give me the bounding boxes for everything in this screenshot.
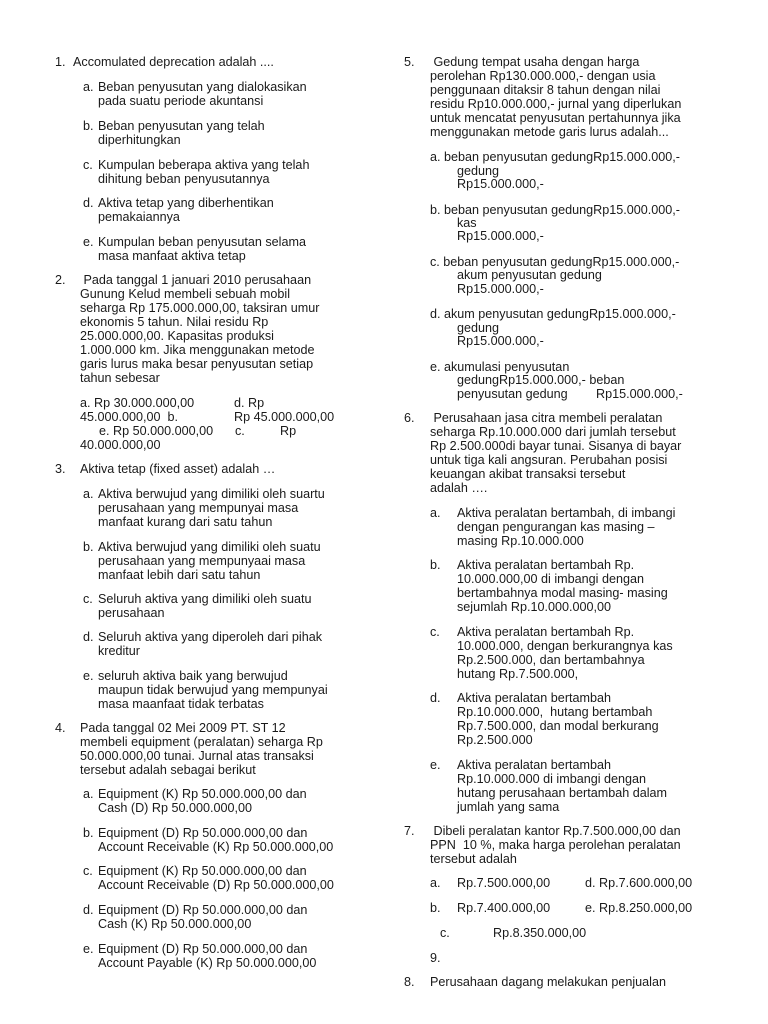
option-text: masing Rp.10.000.000 (457, 534, 584, 548)
option-letter: b. (430, 901, 441, 915)
question-stem: tersebut adalah sebagai berikut (80, 763, 256, 777)
question-stem: 50.000.000,00 tunai. Jurnal atas transaksi (80, 749, 314, 763)
option-text: Aktiva peralatan bertambah Rp. (457, 558, 635, 572)
question-stem: seharga Rp.10.000.000 dari jumlah tersebut (430, 425, 676, 439)
question-stem: tahun sebesar (80, 371, 160, 385)
question-stem: Perusahaan jasa citra membeli peralatan (430, 411, 663, 425)
option-text: 10.000.000, dengan berkurangnya kas (457, 639, 673, 653)
option-text: Rp.7.400.000,00 (457, 901, 551, 915)
option-text: gedungRp15.000.000,- beban (457, 373, 625, 387)
question-stem: garis lurus maka besar penyusutan setiap (80, 357, 314, 371)
option-letter: c. (83, 864, 93, 878)
option-text: dengan pengurangan kas masing – (457, 520, 655, 534)
option-letter: b. (83, 540, 94, 554)
option-letter: a. (430, 506, 441, 520)
question-stem: adalah …. (430, 481, 488, 495)
question-stem: seharga Rp 175.000.000,00, taksiran umur (80, 301, 320, 315)
question-stem: penggunaan ditaksir 8 tahun dengan nilai (430, 83, 661, 97)
question-stem: keuangan akibat transaksi tersebut (430, 467, 626, 481)
option-text: Rp.10.000.000, hutang bertambah (457, 705, 653, 719)
question-number: 8. (404, 975, 415, 989)
option-text: Account Receivable (D) Rp 50.000.000,00 (98, 878, 334, 892)
option-text: Cash (K) Rp 50.000.000,00 (98, 917, 252, 931)
question-number: 7. (404, 824, 415, 838)
option-text: Rp.10.000.000 di imbangi dengan (457, 772, 647, 786)
question-stem: Accomulated deprecation adalah .... (73, 55, 274, 69)
option-text: Rp15.000.000,- (596, 387, 683, 401)
option-letter: a. (430, 876, 441, 890)
option-text: Equipment (K) Rp 50.000.000,00 dan (98, 864, 307, 878)
option-text: masa manfaat aktiva tetap (98, 249, 246, 263)
option-text: Seluruh aktiva yang dimiliki oleh suatu (98, 592, 312, 606)
option-text: Kumpulan beberapa aktiva yang telah (98, 158, 310, 172)
option-text: e. Rp.8.250.000,00 (585, 901, 693, 915)
option-text: kreditur (98, 644, 140, 658)
option-text: jumlah yang sama (457, 800, 560, 814)
question-stem: Pada tanggal 02 Mei 2009 PT. ST 12 (80, 721, 286, 735)
question-number: 9. (430, 951, 441, 965)
option-letter: b. (430, 558, 441, 572)
option-letter: c. (430, 625, 440, 639)
option-letter: e. (83, 235, 94, 249)
option-letter: a. (83, 787, 94, 801)
question-number: 1. (55, 55, 66, 69)
option-text: Account Receivable (K) Rp 50.000.000,00 (98, 840, 334, 854)
option-text: Rp15.000.000,- (457, 177, 544, 191)
question-number: 2. (55, 273, 66, 287)
option-text: hutang perusahaan bertambah dalam (457, 786, 668, 800)
option-text: Kumpulan beban penyusutan selama (98, 235, 306, 249)
option-text: masa maanfaat tidak terbatas (98, 697, 264, 711)
option-text: kas (457, 216, 477, 230)
option-text: e. Rp 50.000.000,00 (99, 424, 214, 438)
question-stem: Gedung tempat usaha dengan harga (430, 55, 640, 69)
question-stem: menggunakan metode garis lurus adalah... (430, 125, 669, 139)
question-stem: Dibeli peralatan kantor Rp.7.500.000,00 dan (430, 824, 681, 838)
option-text: e. akumulasi penyusutan (430, 360, 570, 374)
option-text: 40.000.000,00 (80, 438, 161, 452)
option-text: perusahaan yang mempunyaai masa (98, 554, 306, 568)
option-text: Beban penyusutan yang telah (98, 119, 265, 133)
option-text: Aktiva peralatan bertambah, di imbangi (457, 506, 676, 520)
option-letter: a. (83, 80, 94, 94)
option-text: Rp.7.500.000, dan modal berkurang (457, 719, 659, 733)
option-text: Aktiva berwujud yang dimiliki oleh suartu (98, 487, 325, 501)
option-text: Aktiva peralatan bertambah (457, 758, 612, 772)
option-text: maupun tidak berwujud yang mempunyai (98, 683, 328, 697)
option-text: perusahaan yang mempunyai masa (98, 501, 299, 515)
option-letter: c. (83, 158, 93, 172)
option-text: Equipment (D) Rp 50.000.000,00 dan (98, 903, 308, 917)
option-letter: d. (83, 630, 94, 644)
option-letter: c. (83, 592, 93, 606)
option-letter: b. (83, 826, 94, 840)
question-stem: residu Rp10.000.000,- jurnal yang diperlukan (430, 97, 682, 111)
option-text: Rp.2.500.000 (457, 733, 533, 747)
question-stem: Pada tanggal 1 januari 2010 perusahaan (80, 273, 312, 287)
option-text: pada suatu periode akuntansi (98, 94, 264, 108)
question-stem: ekonomis 5 tahun. Nilai residu Rp (80, 315, 269, 329)
option-text: 45.000.000,00 b. (80, 410, 179, 424)
option-text: gedung (457, 321, 500, 335)
option-text: Rp15.000.000,- (457, 282, 544, 296)
option-text: bertambahnya modal masing- masing (457, 586, 668, 600)
question-stem: untuk tiga kali angsuran. Perubahan posisi (430, 453, 668, 467)
option-text: Rp.7.500.000,00 (457, 876, 551, 890)
option-text: Rp15.000.000,- (457, 229, 544, 243)
option-letter: e. (83, 942, 94, 956)
option-text: seluruh aktiva baik yang berwujud (98, 669, 288, 683)
option-text: manfaat lebih dari satu tahun (98, 568, 261, 582)
option-text: Rp (280, 424, 297, 438)
question-stem: Gunung Kelud membeli sebuah mobil (80, 287, 291, 301)
question-stem: 1.000.000 km. Jika menggunakan metode (80, 343, 315, 357)
question-stem: Rp 2.500.000di bayar tunai. Sisanya di bayar (430, 439, 682, 453)
option-text: pemakaiannya (98, 210, 180, 224)
option-text: c. beban penyusutan gedungRp15.000.000,- (430, 255, 680, 269)
option-text: Aktiva berwujud yang dimiliki oleh suatu (98, 540, 321, 554)
question-stem: tersebut adalah (430, 852, 517, 866)
question-stem: Perusahaan dagang melakukan penjualan (430, 975, 666, 989)
option-text: Beban penyusutan yang dialokasikan (98, 80, 307, 94)
question-number: 5. (404, 55, 415, 69)
option-text: Account Payable (K) Rp 50.000.000,00 (98, 956, 317, 970)
option-text: b. beban penyusutan gedungRp15.000.000,- (430, 203, 680, 217)
question-stem: membeli equipment (peralatan) seharga Rp (80, 735, 323, 749)
option-text: a. Rp 30.000.000,00 (80, 396, 195, 410)
option-letter: d. (430, 691, 441, 705)
question-stem: untuk mencatat penyusutan pertahunnya jika (430, 111, 681, 125)
option-letter: a. (83, 487, 94, 501)
option-letter: c. (440, 926, 450, 940)
option-text: sejumlah Rp.10.000.000,00 (457, 600, 612, 614)
option-letter: b. (83, 119, 94, 133)
option-text: manfaat kurang dari satu tahun (98, 515, 273, 529)
question-number: 6. (404, 411, 415, 425)
option-text: Cash (D) Rp 50.000.000,00 (98, 801, 253, 815)
question-stem: 25.000.000,00. Kapasitas produksi (80, 329, 274, 343)
option-letter: c. (235, 424, 245, 438)
option-text: akum penyusutan gedung (457, 268, 602, 282)
option-letter: e. (430, 758, 441, 772)
option-text: Rp 45.000.000,00 (234, 410, 335, 424)
option-text: diperhitungkan (98, 133, 181, 147)
option-text: Equipment (D) Rp 50.000.000,00 dan (98, 826, 308, 840)
option-text: Aktiva peralatan bertambah Rp. (457, 625, 635, 639)
option-text: Rp.8.350.000,00 (493, 926, 587, 940)
option-text: Rp15.000.000,- (457, 334, 544, 348)
option-text: a. beban penyusutan gedungRp15.000.000,- (430, 150, 680, 164)
option-letter: d. (83, 196, 94, 210)
option-letter: e. (83, 669, 94, 683)
option-text: 10.000.000,00 di imbangi dengan (457, 572, 644, 586)
option-text: Aktiva tetap yang diberhentikan (98, 196, 274, 210)
option-text: perusahaan (98, 606, 165, 620)
question-number: 3. (55, 462, 66, 476)
option-text: Aktiva peralatan bertambah (457, 691, 612, 705)
option-text: Seluruh aktiva yang diperoleh dari pihak (98, 630, 323, 644)
option-text: d. Rp (234, 396, 265, 410)
option-text: Rp.2.500.000, dan bertambahnya (457, 653, 645, 667)
option-text: d. Rp.7.600.000,00 (585, 876, 693, 890)
option-text: Equipment (K) Rp 50.000.000,00 dan (98, 787, 307, 801)
option-text: hutang Rp.7.500.000, (457, 667, 579, 681)
option-text: gedung (457, 164, 500, 178)
question-stem: perolehan Rp130.000.000,- dengan usia (430, 69, 656, 83)
option-text: penyusutan gedung (457, 387, 568, 401)
option-letter: d. (83, 903, 94, 917)
option-text: dihitung beban penyusutannya (98, 172, 270, 186)
question-stem: Aktiva tetap (fixed asset) adalah … (80, 462, 276, 476)
option-text: Equipment (D) Rp 50.000.000,00 dan (98, 942, 308, 956)
question-number: 4. (55, 721, 66, 735)
question-stem: PPN 10 %, maka harga perolehan peralatan (430, 838, 681, 852)
option-text: d. akum penyusutan gedungRp15.000.000,- (430, 307, 676, 321)
